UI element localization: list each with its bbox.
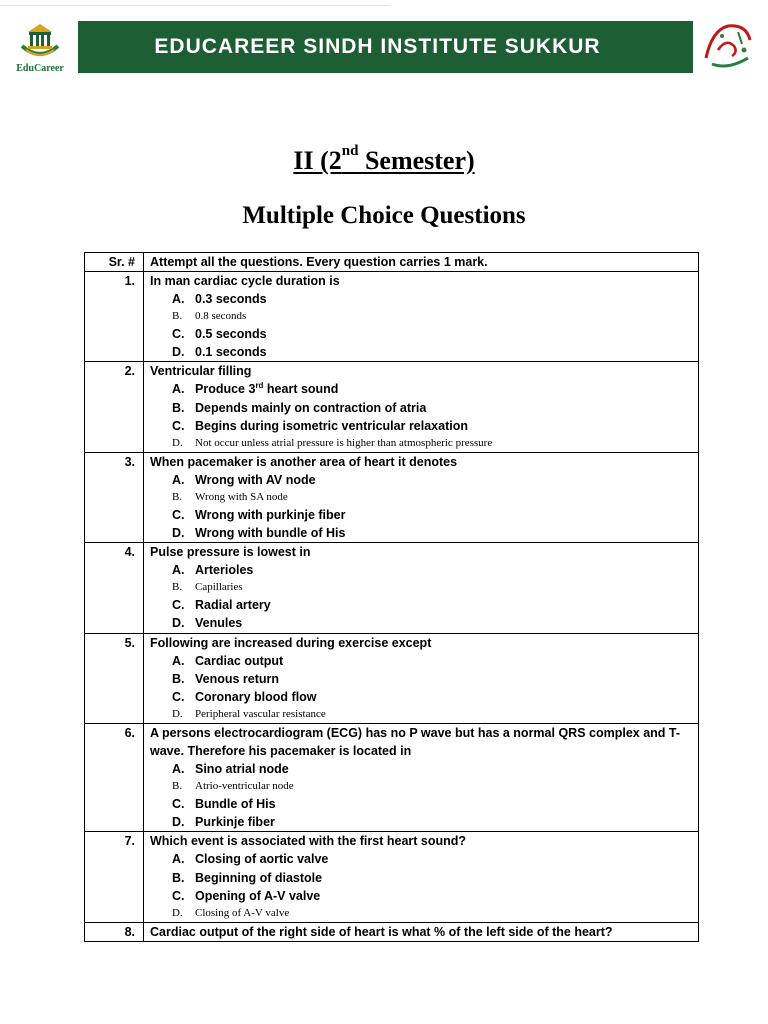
option-letter: A. xyxy=(172,653,185,668)
option-text: Closing of aortic valve xyxy=(195,852,329,867)
answer-option xyxy=(150,308,698,325)
question-text: A persons electrocardiogram (ECG) has no P wave but has a normal QRS complex and T-wave. Therefore his pacemaker is located in xyxy=(150,725,680,758)
option-text: Sino atrial node xyxy=(195,761,289,776)
question-row xyxy=(85,633,699,723)
answer-option xyxy=(150,795,698,813)
question-cell xyxy=(144,832,699,922)
option-text: Atrio-ventricular node xyxy=(195,780,294,793)
question-text: Following are increased during exercise except xyxy=(150,635,432,650)
option-text: Venous return xyxy=(195,671,280,686)
question-number: 5. xyxy=(85,633,144,723)
option-text: Venules xyxy=(195,616,243,631)
question-cell xyxy=(144,543,699,633)
answer-option xyxy=(150,506,698,524)
question-row xyxy=(85,362,699,452)
question-text: When pacemaker is another area of heart it denotes xyxy=(150,454,458,469)
question-number: 4. xyxy=(85,543,144,633)
question-text: Which event is associated with the first heart sound? xyxy=(150,834,467,849)
option-letter: C. xyxy=(172,326,185,341)
answer-option xyxy=(150,579,698,596)
answer-option xyxy=(150,435,698,452)
option-text: Purkinje fiber xyxy=(195,815,275,830)
option-text: Wrong with SA node xyxy=(195,491,288,504)
calligraphy-emblem-icon xyxy=(698,14,760,76)
answer-option xyxy=(150,905,698,922)
question-cell xyxy=(144,272,699,362)
answer-option xyxy=(150,524,698,542)
option-text: Capillaries xyxy=(195,581,243,594)
option-text: 0.1 seconds xyxy=(195,345,267,360)
option-letter: B. xyxy=(172,400,185,415)
option-text: Not occur unless atrial pressure is higher than atmospheric pressure xyxy=(195,437,493,450)
mcq-table xyxy=(84,252,699,942)
answer-option xyxy=(150,343,698,361)
answer-option xyxy=(150,706,698,723)
option-letter: D. xyxy=(172,708,183,721)
option-text: Begins during isometric ventricular relaxation xyxy=(195,418,468,433)
answer-option xyxy=(150,290,698,308)
answer-option xyxy=(150,688,698,706)
option-text: Closing of A-V valve xyxy=(195,907,290,920)
option-text: 0.5 seconds xyxy=(195,326,267,341)
option-text: 0.3 seconds xyxy=(195,292,267,306)
logo-text: EduCareer xyxy=(16,63,64,74)
option-letter: A. xyxy=(172,852,185,867)
educareer-logo xyxy=(12,18,68,78)
answer-option xyxy=(150,887,698,905)
option-text: Beginning of diastole xyxy=(195,870,323,885)
question-cell xyxy=(144,452,699,542)
question-cell xyxy=(144,362,699,452)
answer-option xyxy=(150,813,698,831)
option-letter: D. xyxy=(172,345,185,360)
option-text: 0.8 seconds xyxy=(195,310,247,323)
option-letter: D. xyxy=(172,437,183,450)
answer-option xyxy=(150,380,698,398)
answer-option xyxy=(150,652,698,670)
question-cell xyxy=(144,723,699,831)
option-letter: C. xyxy=(172,597,185,612)
option-text: Wrong with purkinje fiber xyxy=(195,507,346,522)
page-heading: Multiple Choice Questions xyxy=(242,202,526,229)
option-text: Bundle of His xyxy=(195,796,276,811)
option-text: Wrong with bundle of His xyxy=(195,525,346,540)
question-cell xyxy=(144,633,699,723)
option-letter: B. xyxy=(172,491,183,504)
option-text: Depends mainly on contraction of atria xyxy=(195,400,427,415)
option-text: Peripheral vascular resistance xyxy=(195,708,326,721)
semester-title: II (2nd Semester) xyxy=(293,143,475,175)
question-row xyxy=(85,452,699,542)
header-banner xyxy=(78,21,693,73)
option-letter: C. xyxy=(172,796,185,811)
answer-option xyxy=(150,417,698,435)
answer-option xyxy=(150,670,698,688)
option-letter: B. xyxy=(172,581,183,594)
answer-option xyxy=(150,399,698,417)
option-letter: D. xyxy=(172,616,185,631)
option-letter: A. xyxy=(172,472,185,487)
answer-option xyxy=(150,778,698,795)
question-cell xyxy=(144,922,699,941)
question-number: 3. xyxy=(85,452,144,542)
top-rule xyxy=(0,5,390,6)
option-letter: C. xyxy=(172,507,185,522)
question-number: 6. xyxy=(85,723,144,831)
option-text: Arterioles xyxy=(195,563,254,578)
answer-option xyxy=(150,760,698,778)
answer-option xyxy=(150,614,698,632)
sr-column-header: Sr. # xyxy=(85,253,144,272)
answer-option xyxy=(150,596,698,614)
option-letter: A. xyxy=(172,761,185,776)
question-number: 8. xyxy=(85,922,144,941)
question-row xyxy=(85,543,699,633)
answer-option xyxy=(150,561,698,579)
option-letter: D. xyxy=(172,907,183,920)
question-row xyxy=(85,922,699,941)
option-letter: C. xyxy=(172,418,185,433)
option-letter: A. xyxy=(172,382,185,397)
option-text: Radial artery xyxy=(195,597,271,612)
question-text: In man cardiac cycle duration is xyxy=(150,274,340,288)
option-text: Cardiac output xyxy=(195,653,284,668)
option-letter: A. xyxy=(172,563,185,578)
question-number: 7. xyxy=(85,832,144,922)
question-row xyxy=(85,272,699,362)
answer-option xyxy=(150,489,698,506)
option-letter: C. xyxy=(172,888,185,903)
instruction-text: Attempt all the questions. Every question carries 1 mark. xyxy=(144,253,699,272)
question-text: Ventricular filling xyxy=(150,364,252,379)
option-text: Opening of A-V valve xyxy=(195,888,321,903)
option-text: Produce 3rd heart sound xyxy=(195,381,339,397)
question-text: Pulse pressure is lowest in xyxy=(150,545,311,560)
answer-option xyxy=(150,471,698,489)
option-letter: A. xyxy=(172,292,185,306)
option-text: Coronary blood flow xyxy=(195,690,317,705)
answer-option xyxy=(150,869,698,887)
question-number: 1. xyxy=(85,272,144,362)
answer-option xyxy=(150,850,698,868)
option-letter: B. xyxy=(172,671,185,686)
institute-title: EDUCAREER SINDH INSTITUTE SUKKUR xyxy=(154,35,601,58)
table-header-row xyxy=(85,253,699,272)
question-row xyxy=(85,723,699,831)
option-letter: C. xyxy=(172,690,185,705)
question-text: Cardiac output of the right side of heart is what % of the left side of the heart? xyxy=(150,924,613,939)
option-letter: B. xyxy=(172,310,183,323)
answer-option xyxy=(150,325,698,343)
option-letter: D. xyxy=(172,525,185,540)
question-row xyxy=(85,832,699,922)
option-text: Wrong with AV node xyxy=(195,472,316,487)
question-number: 2. xyxy=(85,362,144,452)
option-letter: B. xyxy=(172,780,183,793)
option-letter: D. xyxy=(172,815,185,830)
option-letter: B. xyxy=(172,870,185,885)
university-building-icon xyxy=(18,18,62,62)
